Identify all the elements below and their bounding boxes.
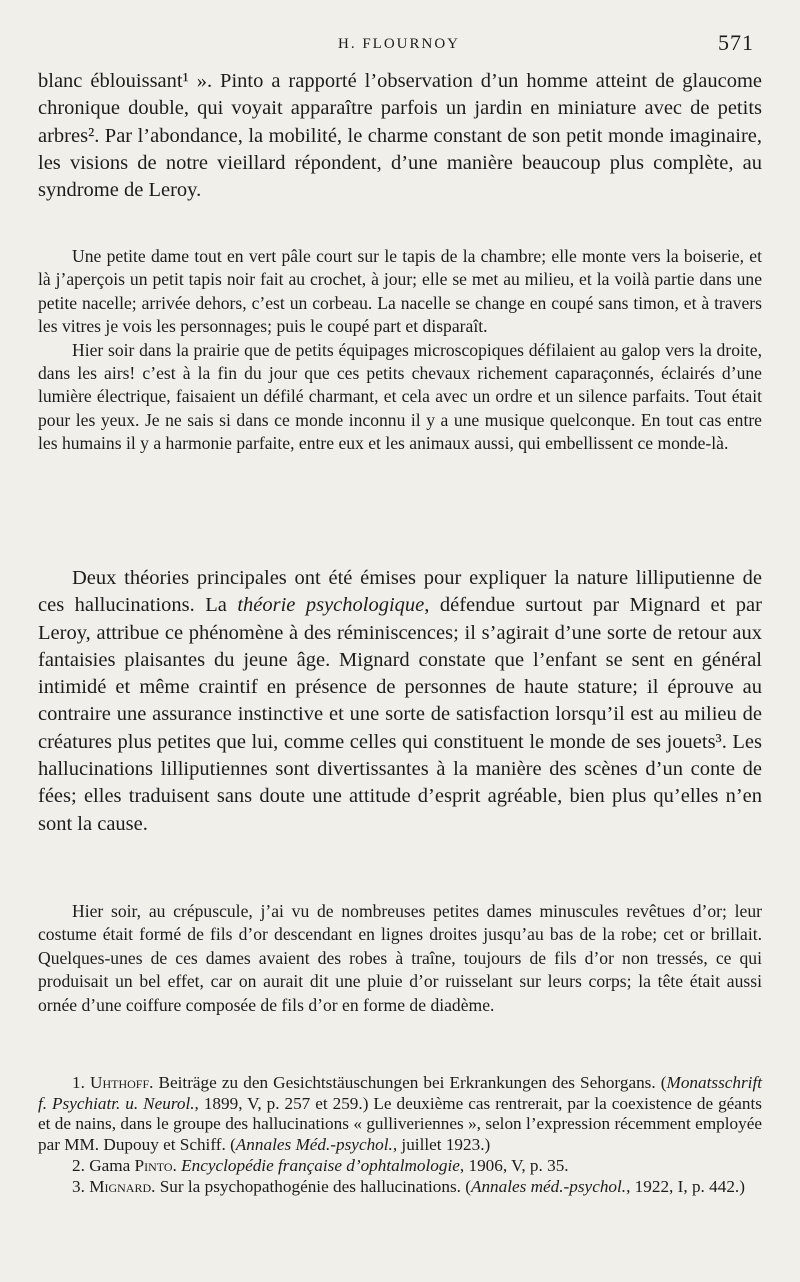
footnote-1 — [38, 1073, 762, 1156]
footnote-3 — [38, 1177, 762, 1198]
paragraph-text: blanc éblouissant¹ ». Pinto a rapporté l’observation d’un homme atteint de glaucome chronique double, qui voyait apparaître parfois un jardin en miniature avec de petits arbres². Par l’abondance, la mobilité, le charme constant de son petit monde imaginaire, les visions de notre vieillard répondent, d’une manière beaucoup plus complète, au syndrome de Leroy. — [38, 70, 762, 202]
quotation-block-1 — [38, 245, 762, 456]
footnote-author: Pinto — [134, 1155, 173, 1175]
quotation-paragraph: Hier soir dans la prairie que de petits équipages microscopiques défilaient au galop vers la droite, dans les airs! c’est à la fin du jour que ces petits chevaux richement caparaçonnés, éclairés d’une lumière électrique, faisaient un défilé charmant, et cela avec un ordre et un silence parfaits. Tout était pour les yeux. Je ne sais si dans ce monde inconnu il y a une musique quelconque. En tout cas entre les humains il y a harmonie parfaite, entre eux et les animaux aussi, qui embellissent ce monde-là. — [38, 339, 762, 454]
text-span: Gama — [89, 1155, 135, 1175]
footnotes — [38, 1073, 762, 1197]
footnote-author: Mignard — [89, 1176, 152, 1196]
text-span: . — [172, 1155, 182, 1175]
text-span: . Beiträge zu den Gesichtstäuschungen bei Erkrankungen des Sehorgans. ( — [149, 1073, 667, 1092]
text-span: Deux théories principales ont été émises pour expliquer la nature lilliputienne de ces hallucinations. La — [38, 567, 762, 617]
page-number: 571 — [718, 30, 754, 55]
quotation-paragraph: Hier soir, au crépuscule, j’ai vu de nombreuses petites dames minuscules revêtues d’or; leur costume était formé de fils d’or descendant en lignes droites jusqu’au bas de la robe; cet or brillait. Quelques-unes de ces dames avaient des robes à traîne, toujours de fils d’or non tressés, ce qui produisait un bel effet, car on aurait dit une pluie d’or ruisselant sur leurs corps; la tête était aussi ornée d’une coiffure composée de fils d’or en forme de diadème. — [38, 901, 762, 1015]
paragraph-theories — [38, 565, 762, 838]
footnote-number: 3. — [72, 1176, 90, 1196]
text-span: , juillet 1923.) — [392, 1135, 491, 1155]
text-span: , 1899, V, p. 257 et 259.) Le deuxième cas rentrerait, par la coexistence de géants et de nains, dans le groupe des hallucinations « gulliveriennes », selon l’expression récemment employée par MM. Dupouy et Schiff. ( — [38, 1093, 762, 1155]
running-head: H. FLOURNOY — [338, 36, 461, 52]
footnote-2 — [38, 1156, 762, 1177]
text-span: , défendue surtout par Mignard et par Leroy, attribue ce phénomène à des réminiscences; il s’agirait d’une sorte de retour aux fantaisies plaisantes du jeune âge. Mignard constate que l’enfant se sent en général intimidé et même craintif en présence de personnes de haute stature; il éprouve au contraire une assurance instinctive et une sorte de satisfaction lorsqu’il est au milieu de créatures plus petites que lui, comme celles qui constituent le monde de ses jouets³. Les hallucinations lilliputiennes sont divertissantes à la manière des scènes d’un conte de fées; elles traduisent sans doute une attitude d’esprit agréable, bien plus qu’elles n’en sont la cause. — [38, 594, 762, 835]
footnote-number: 2. — [72, 1155, 90, 1175]
page-header — [0, 30, 800, 60]
quotation-paragraph: Une petite dame tout en vert pâle court sur le tapis de la chambre; elle monte vers la boiserie, et là j’aperçois un petit tapis noir fait au crochet, à jour; elle se met au milieu, et la voilà partie dans une petite nacelle; arrivée dehors, c’est un corbeau. La nacelle se change en coupé sans timon, et à travers les vitres je vois les personnages; puis le coupé part et disparaît. — [38, 246, 762, 337]
journal-title: Annales Méd.-psychol. — [235, 1135, 393, 1155]
footnote-number: 1. — [72, 1073, 91, 1092]
footnote-author: Uhthoff — [90, 1073, 150, 1092]
text-span: , 1906, V, p. 35. — [459, 1155, 569, 1175]
paragraph-text — [38, 565, 762, 838]
quotation-block-2 — [38, 900, 762, 1017]
book-title: Encyclopédie française d’ophtalmologie — [181, 1155, 460, 1175]
journal-title: Annales méd.-psychol. — [470, 1176, 627, 1196]
journal-title: Monatsschrift f. Psychiatr. u. Neurol. — [38, 1073, 763, 1113]
text-span: . Sur la psychopathogénie des hallucinations. ( — [151, 1176, 471, 1196]
text-span: , 1922, I, p. 442.) — [626, 1176, 745, 1196]
italic-term: théorie psychologique — [237, 594, 425, 617]
paragraph-continuation — [38, 68, 762, 204]
